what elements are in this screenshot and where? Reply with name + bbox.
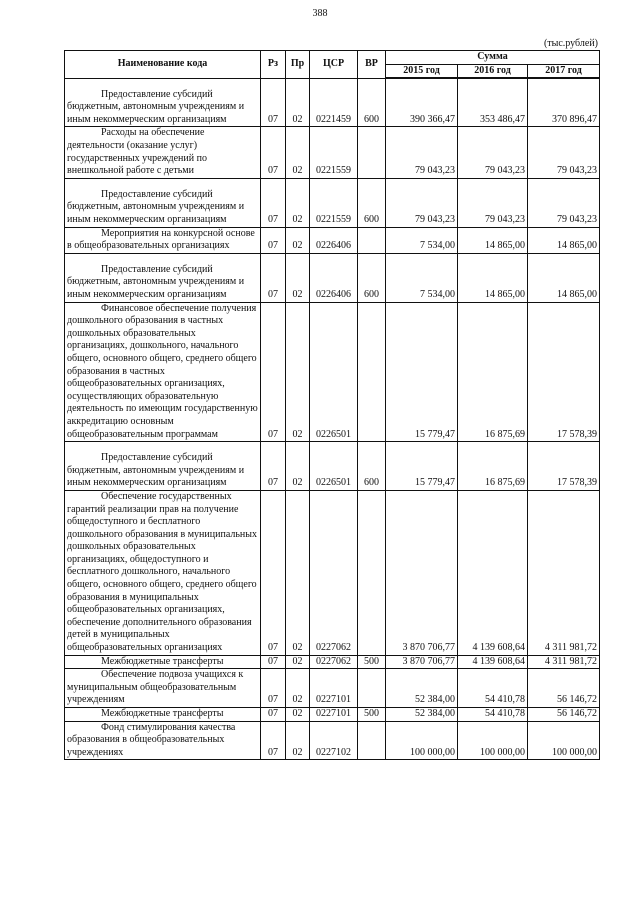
cell-v2017: 100 000,00 [528, 721, 600, 760]
cell-pr: 02 [286, 442, 310, 491]
cell-v2016: 14 865,00 [458, 253, 528, 302]
row-name-rest: получения дошкольного образования в частных дошкольных образовательных организациях, дошкольного, начального общего, основного общего, среднего общего образования в частных общеобразовательных организациях, осуществляющих образовательную деятельность по имеющим государственную аккредитацию основным общеобразовательным программам [67, 302, 258, 440]
row-name-first: Предоставление субсидий [101, 452, 213, 464]
cell-rz: 07 [261, 302, 286, 442]
row-name-rest: основе в общеобразовательных организациях [67, 227, 255, 252]
row-name-rest: бюджетным, автономным учреждениям и иным некоммерческим организациям [67, 101, 245, 125]
row-name-rest: бюджетным, автономным учреждениям и иным некоммерческим организациям [67, 276, 245, 300]
cell-v2017: 56 146,72 [528, 669, 600, 708]
row-name [65, 178, 261, 227]
row-name [65, 442, 261, 491]
cell-v2015: 7 534,00 [386, 227, 458, 253]
cell-v2016: 14 865,00 [458, 227, 528, 253]
cell-csr: 0226501 [310, 302, 358, 442]
cell-v2017: 79 043,23 [528, 178, 600, 227]
table-row [65, 708, 600, 722]
cell-pr: 02 [286, 655, 310, 669]
cell-csr: 0226406 [310, 253, 358, 302]
cell-v2017: 17 578,39 [528, 442, 600, 491]
cell-pr: 02 [286, 721, 310, 760]
cell-csr: 0221559 [310, 178, 358, 227]
table-row [65, 669, 600, 708]
header-csr: ЦСР [310, 51, 358, 79]
table-row [65, 253, 600, 302]
cell-vr: 600 [358, 178, 386, 227]
row-name-first: Межбюджетные трансферты [101, 655, 224, 667]
cell-v2015: 15 779,47 [386, 442, 458, 491]
cell-vr [358, 490, 386, 655]
row-name [65, 490, 261, 655]
cell-vr [358, 721, 386, 760]
table-row [65, 490, 600, 655]
row-name [65, 227, 261, 253]
cell-v2015: 52 384,00 [386, 669, 458, 708]
cell-v2015: 52 384,00 [386, 708, 458, 722]
table-row [65, 655, 600, 669]
cell-v2015: 79 043,23 [386, 127, 458, 178]
cell-v2015: 15 779,47 [386, 302, 458, 442]
cell-csr: 0227102 [310, 721, 358, 760]
cell-v2015: 7 534,00 [386, 253, 458, 302]
row-name-first: Расходы на обеспечение [101, 127, 205, 139]
row-name-first: Обеспечение подвоза учащихся к [101, 669, 244, 681]
cell-rz: 07 [261, 655, 286, 669]
cell-csr: 0227101 [310, 669, 358, 708]
header-2015: 2015 год [386, 64, 458, 78]
cell-rz: 07 [261, 721, 286, 760]
cell-v2017: 79 043,23 [528, 127, 600, 178]
header-pr: Пр [286, 51, 310, 79]
cell-v2017: 56 146,72 [528, 708, 600, 722]
row-name [65, 708, 261, 722]
cell-vr [358, 669, 386, 708]
cell-vr [358, 227, 386, 253]
budget-table [64, 50, 600, 760]
row-name-first: Предоставление субсидий [101, 188, 213, 200]
cell-v2017: 4 311 981,72 [528, 655, 600, 669]
cell-rz: 07 [261, 708, 286, 722]
cell-csr: 0227062 [310, 490, 358, 655]
cell-v2016: 79 043,23 [458, 127, 528, 178]
cell-rz: 07 [261, 127, 286, 178]
cell-v2015: 3 870 706,77 [386, 655, 458, 669]
cell-csr: 0221459 [310, 78, 358, 127]
row-name-first: Обеспечение государственных [101, 490, 232, 502]
cell-v2016: 16 875,69 [458, 302, 528, 442]
cell-v2015: 100 000,00 [386, 721, 458, 760]
cell-v2015: 3 870 706,77 [386, 490, 458, 655]
row-name [65, 253, 261, 302]
header-2016: 2016 год [458, 64, 528, 78]
row-name-first: Предоставление субсидий [101, 263, 213, 275]
row-name [65, 669, 261, 708]
cell-csr: 0226406 [310, 227, 358, 253]
cell-v2016: 54 410,78 [458, 669, 528, 708]
row-name [65, 127, 261, 178]
row-name [65, 721, 261, 760]
table-row [65, 442, 600, 491]
table-body [65, 78, 600, 760]
row-name-first: Мероприятия на конкурсной [101, 227, 224, 239]
cell-v2015: 79 043,23 [386, 178, 458, 227]
row-name-rest: бюджетным, автономным учреждениям и иным некоммерческим организациям [67, 201, 245, 226]
header-name: Наименование кода [65, 51, 261, 79]
table-row [65, 178, 600, 227]
row-name-first: Предоставление субсидий [101, 88, 213, 100]
cell-v2017: 14 865,00 [528, 253, 600, 302]
cell-rz: 07 [261, 227, 286, 253]
table-row [65, 127, 600, 178]
table-row [65, 227, 600, 253]
table-row [65, 721, 600, 760]
table-row [65, 78, 600, 127]
cell-rz: 07 [261, 490, 286, 655]
row-name-first: Межбюджетные трансферты [101, 708, 224, 719]
cell-v2016: 4 139 608,64 [458, 655, 528, 669]
cell-csr: 0227062 [310, 655, 358, 669]
cell-v2016: 54 410,78 [458, 708, 528, 722]
cell-rz: 07 [261, 442, 286, 491]
cell-pr: 02 [286, 253, 310, 302]
cell-pr: 02 [286, 78, 310, 127]
table-row [65, 302, 600, 442]
cell-v2017: 370 896,47 [528, 78, 600, 127]
cell-rz: 07 [261, 78, 286, 127]
cell-vr: 500 [358, 655, 386, 669]
header-vr: ВР [358, 51, 386, 79]
row-name-rest: муниципальным общеобразовательным учреждениям [67, 681, 237, 706]
cell-v2016: 4 139 608,64 [458, 490, 528, 655]
units-label: (тыс.рублей) [543, 38, 598, 49]
cell-pr: 02 [286, 227, 310, 253]
cell-pr: 02 [286, 708, 310, 722]
cell-pr: 02 [286, 178, 310, 227]
cell-v2016: 100 000,00 [458, 721, 528, 760]
cell-pr: 02 [286, 127, 310, 178]
row-name-first: Фонд стимулирования качества [101, 721, 236, 733]
cell-v2017: 4 311 981,72 [528, 490, 600, 655]
cell-rz: 07 [261, 669, 286, 708]
cell-csr: 0227101 [310, 708, 358, 722]
cell-v2017: 14 865,00 [528, 227, 600, 253]
row-name-rest: гарантий реализации прав на получение общедоступного и бесплатного дошкольного образования в муниципальных дошкольных образовательных организациях, общедоступного и бесплатного дошкольного, начального общего, основного общего, среднего общего образования в муниципальных общеобразовательных организациях, обеспечение дополнительного образования детей в муниципальных общеобразовательных организациях [67, 503, 257, 654]
header-rz: Рз [261, 51, 286, 79]
cell-csr: 0221559 [310, 127, 358, 178]
cell-vr: 500 [358, 708, 386, 722]
cell-csr: 0226501 [310, 442, 358, 491]
cell-v2015: 390 366,47 [386, 78, 458, 127]
cell-vr: 600 [358, 253, 386, 302]
cell-vr: 600 [358, 78, 386, 127]
row-name-rest: бюджетным, автономным учреждениям и иным некоммерческим организациям [67, 464, 245, 489]
row-name-first: Финансовое обеспечение [101, 302, 209, 314]
cell-pr: 02 [286, 302, 310, 442]
cell-v2016: 353 486,47 [458, 78, 528, 127]
cell-vr [358, 127, 386, 178]
cell-vr: 600 [358, 442, 386, 491]
cell-vr [358, 302, 386, 442]
row-name-rest: образования в общеобразовательных учреждениях [67, 734, 225, 758]
cell-pr: 02 [286, 669, 310, 708]
cell-rz: 07 [261, 178, 286, 227]
cell-v2016: 16 875,69 [458, 442, 528, 491]
page-number: 388 [312, 8, 328, 19]
cell-rz: 07 [261, 253, 286, 302]
cell-v2017: 17 578,39 [528, 302, 600, 442]
cell-v2016: 79 043,23 [458, 178, 528, 227]
cell-pr: 02 [286, 490, 310, 655]
row-name [65, 655, 261, 669]
row-name [65, 302, 261, 442]
row-name [65, 78, 261, 127]
header-2017: 2017 год [528, 64, 600, 78]
row-name-rest: деятельности (оказание услуг) государственных учреждений по внешкольной работе с детьми [67, 140, 207, 177]
header-sum: Сумма [386, 51, 600, 65]
